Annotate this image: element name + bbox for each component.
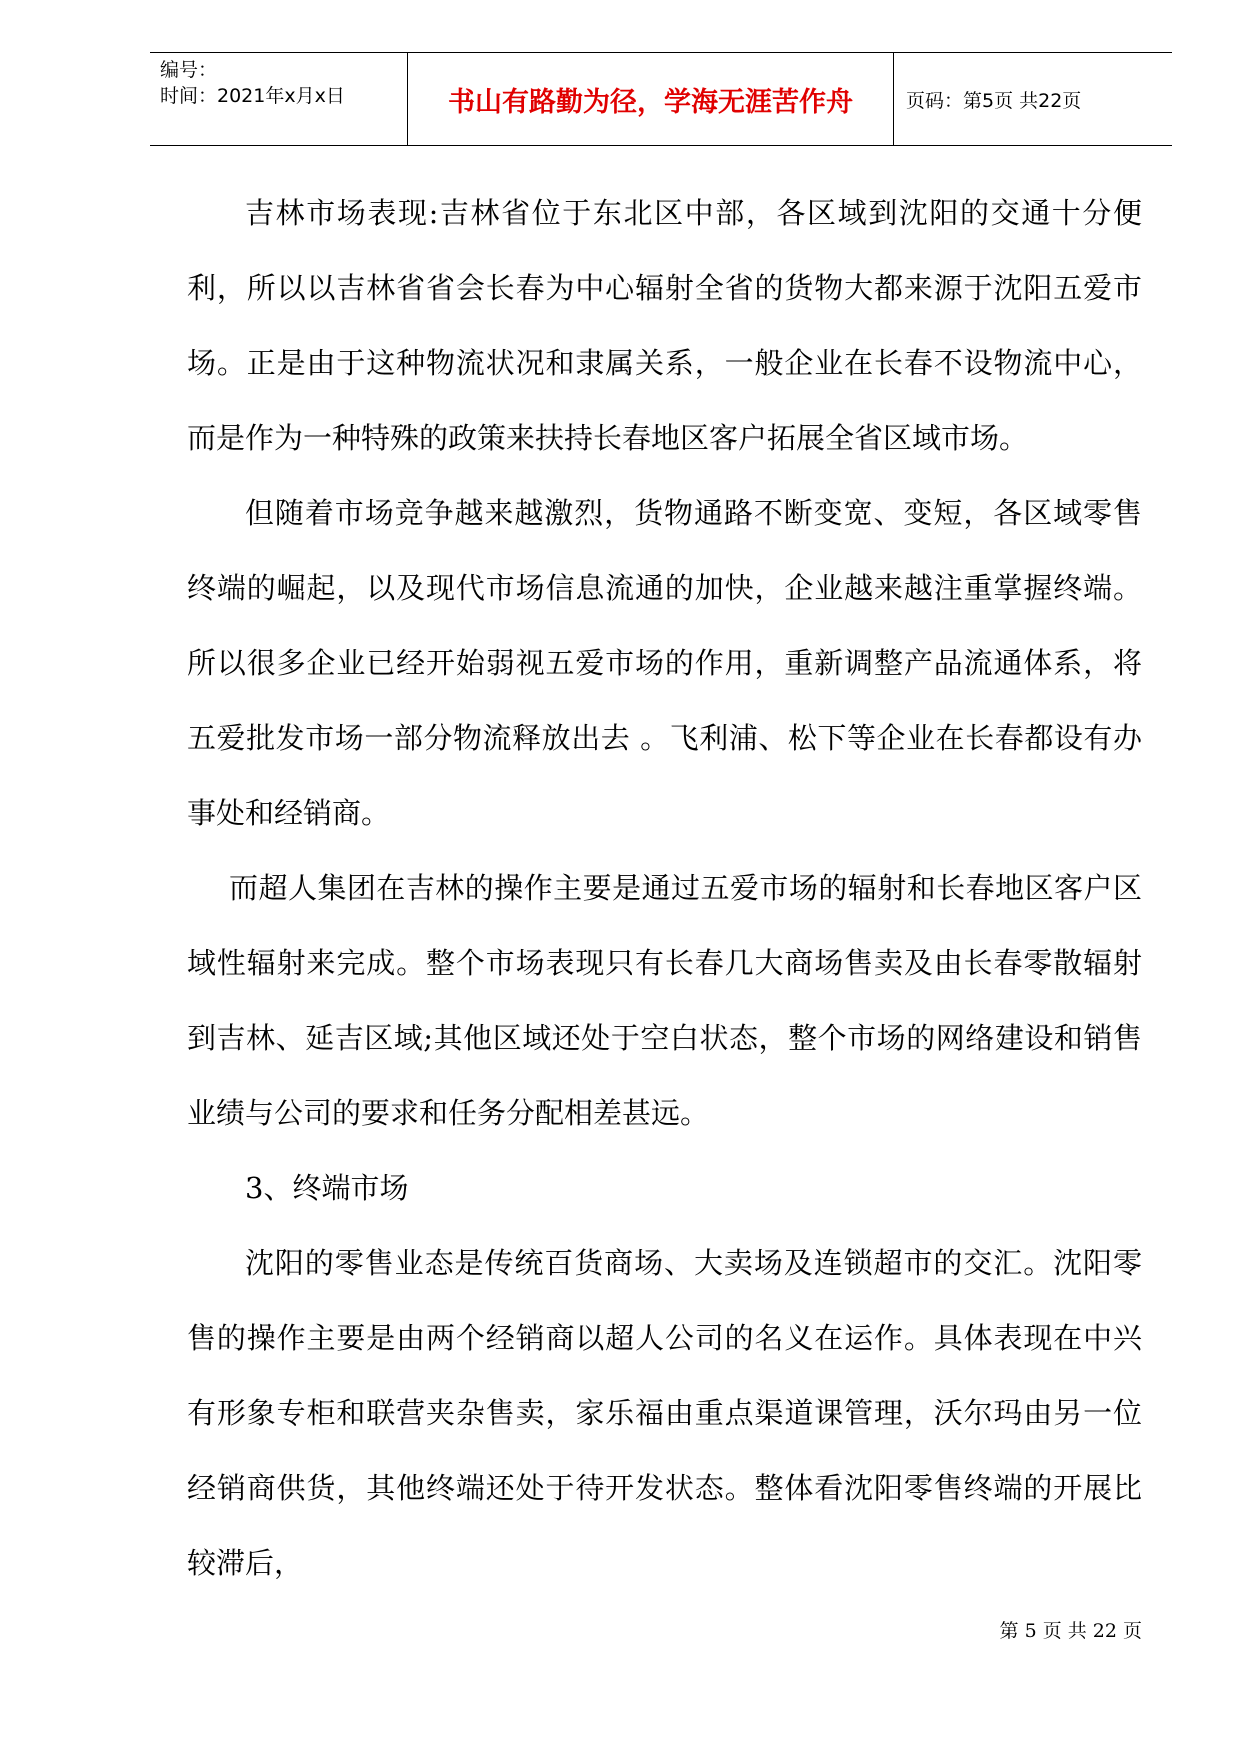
header-motto: 书山有路勤为径，学海无涯苦作舟 (408, 53, 894, 145)
paragraph-shenyang-retail: 沈阳的零售业态是传统百货商场、大卖场及连锁超市的交汇。沈阳零售的操作主要是由两个经销商以超人公司的名义在运作。具体表现在中兴有形象专柜和联营夹杂售卖，家乐福由重点渠道课管理，沃尔玛由另一位经销商供货，其他终端还处于待开发状态。整体看沈阳零售终端的开展比较滞后， (187, 1246, 1142, 1580)
page-footer: 第 5 页 共 22 页 (999, 1620, 1142, 1642)
document-body (187, 176, 1142, 1601)
time-label: 时间：2021年x月x日 (160, 85, 345, 107)
page-header (150, 52, 1172, 146)
section-heading-terminal-market: 3、终端市场 (245, 1171, 409, 1205)
paragraph-superman-jilin: 而超人集团在吉林的操作主要是通过五爱市场的辐射和长春地区客户区域性辐射来完成。整个市场表现只有长春几大商场售卖及由长春零散辐射到吉林、延吉区域;其他区域还处于空白状态，整个市场的网络建设和销售业绩与公司的要求和任务分配相差甚远。 (187, 871, 1142, 1130)
paragraph-jilin-market: 吉林市场表现:吉林省位于东北区中部，各区域到沈阳的交通十分便利，所以以吉林省省会长春为中心辐射全省的货物大都来源于沈阳五爱市场。正是由于这种物流状况和隶属关系，一般企业在长春不设物流中心，而是作为一种特殊的政策来扶持长春地区客户拓展全省区域市场。 (187, 196, 1142, 455)
number-label: 编号： (160, 59, 218, 81)
header-page-info: 页码：第5页 共22页 (906, 89, 1082, 112)
header-meta (150, 53, 408, 145)
paragraph-competition: 但随着市场竞争越来越激烈，货物通路不断变宽、变短，各区域零售终端的崛起，以及现代市场信息流通的加快，企业越来越注重掌握终端。所以很多企业已经开始弱视五爱市场的作用，重新调整产品流通体系，将五爱批发市场一部分物流释放出去 。飞利浦、松下等企业在长春都设有办事处和经销商。 (187, 496, 1142, 830)
